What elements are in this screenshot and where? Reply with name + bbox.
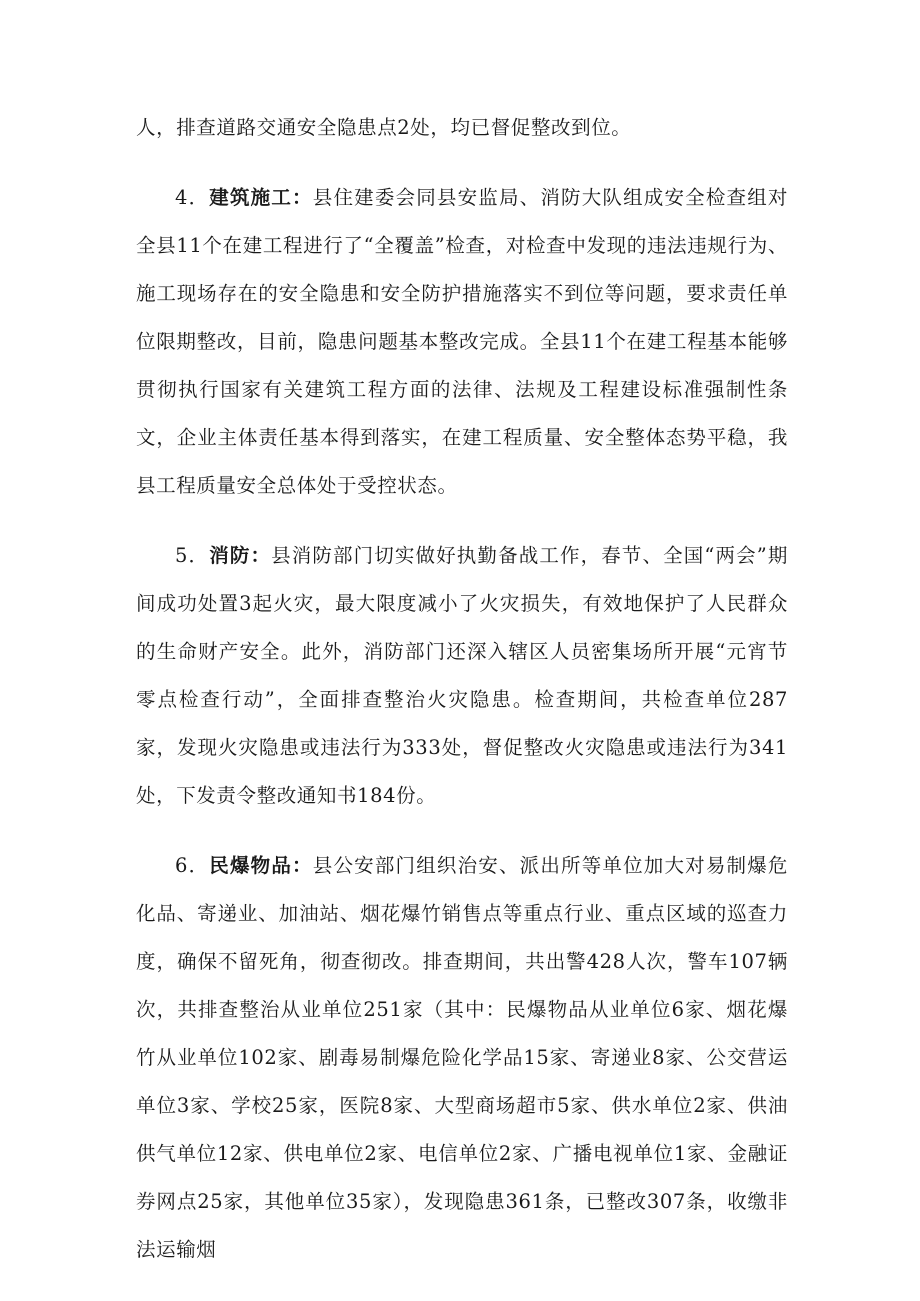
paragraph-text: 县公安部门组织治安、派出所等单位加大对易制爆危化品、寄递业、加油站、烟花爆竹销售点等重点行业、重点区域的巡查力度，确保不留死角，彻查彻改。排查期间，共出警428人次，警车107辆次，共排查整治从业单位251家（其中：民爆物品从业单位6家、烟花爆竹从业单位102家、剧毒易制爆危险化学品15家、寄递业8家、公交营运单位3家、学校25家，医院8家、大型商场超市5家、供水单位2家、供油供气单位12家、供电单位2家、电信单位2家、广播电视单位1家、金融证券网点25家，其他单位35家），发现隐患361条，已整改307条，收缴非法运输烟 [136,854,788,1261]
paragraph-number: 6． [175,854,210,877]
paragraph-fire-protection [136,532,788,820]
paragraph-text: 人，排查道路交通安全隐患点2处，均已督促整改到位。 [136,116,632,139]
paragraph-heading: 消防： [209,544,272,567]
paragraph-road-traffic-continued [136,104,788,152]
paragraph-heading: 民爆物品： [209,854,313,877]
paragraph-text: 县住建委会同县安监局、消防大队组成安全检查组对全县11个在建工程进行了“全覆盖”检查，对检查中发现的违法违规行为、施工现场存在的安全隐患和安全防护措施落实不到位等问题，要求责任单位限期整改，目前，隐患问题基本整改完成。全县11个在建工程基本能够贯彻执行国家有关建筑工程方面的法律、法规及工程建设标准强制性条文，企业主体责任基本得到落实，在建工程质量、安全整体态势平稳，我县工程质量安全总体处于受控状态。 [136,186,788,497]
paragraph-heading: 建筑施工： [209,186,313,209]
paragraph-number: 4． [175,186,210,209]
paragraph-construction [136,174,788,510]
paragraph-text: 县消防部门切实做好执勤备战工作，春节、全国“两会”期间成功处置3起火灾，最大限度减小了火灾损失，有效地保护了人民群众的生命财产安全。此外，消防部门还深入辖区人员密集场所开展“元宵节零点检查行动”，全面排查整治火灾隐患。检查期间，共检查单位287家，发现火灾隐患或违法行为333处，督促整改火灾隐患或违法行为341处，下发责令整改通知书184份。 [136,544,788,807]
document-body [136,104,788,1296]
paragraph-civil-explosives [136,842,788,1274]
paragraph-number: 5． [175,544,210,567]
